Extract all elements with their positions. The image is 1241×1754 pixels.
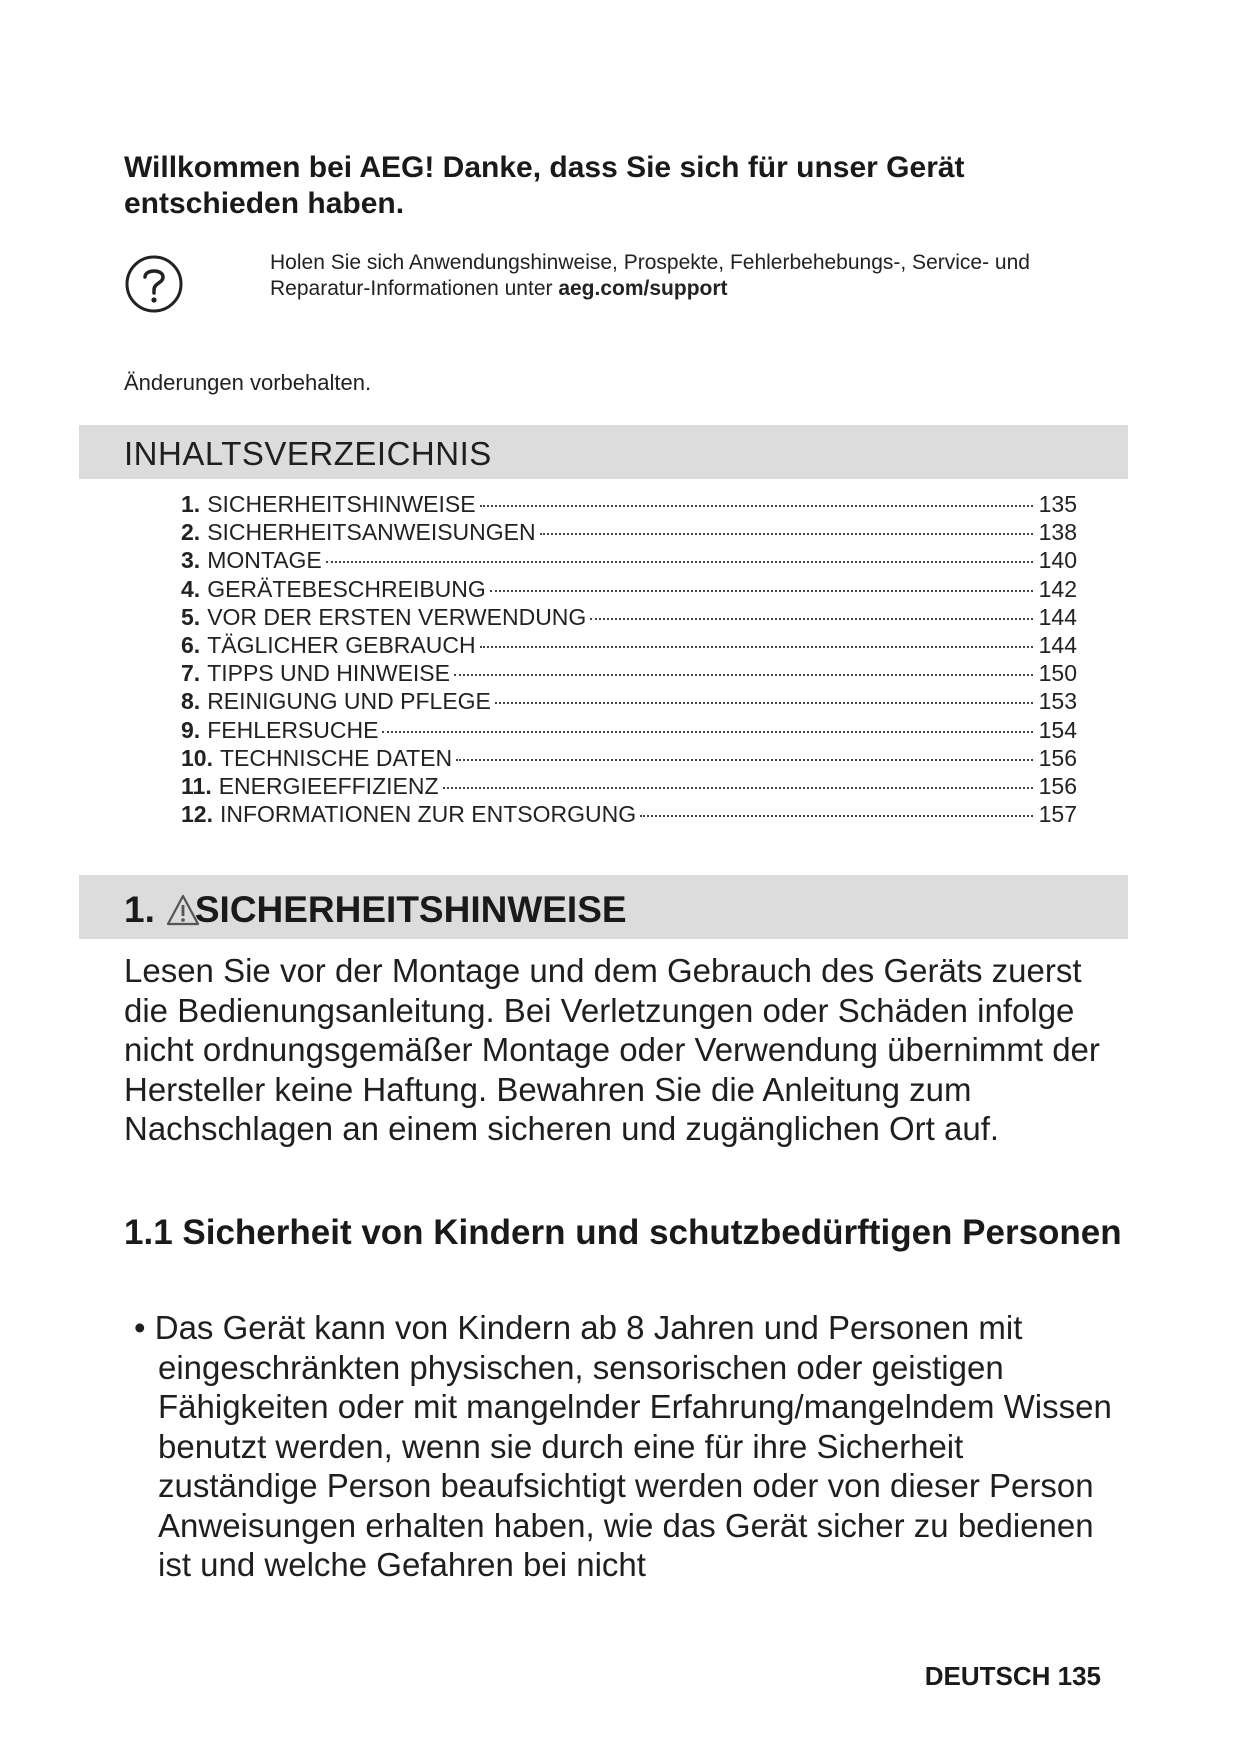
toc-item-page: 153 — [1038, 688, 1077, 715]
toc-item-number: 3. — [181, 547, 201, 574]
toc-item-number: 10. — [181, 744, 213, 771]
toc-item[interactable] — [181, 660, 1077, 688]
toc-item-page: 154 — [1038, 716, 1077, 743]
bullet-item — [124, 1308, 1124, 1585]
toc-leader-dots — [443, 787, 1033, 789]
bullet-marker: • — [134, 1309, 146, 1346]
toc-item-label: TECHNISCHE DATEN — [219, 744, 453, 771]
toc-item-label: MONTAGE — [207, 547, 322, 574]
toc-item-page: 135 — [1038, 491, 1077, 517]
toc-item-page: 150 — [1038, 660, 1077, 687]
toc-item-label: TÄGLICHER GEBRAUCH — [207, 631, 476, 658]
toc-item[interactable] — [181, 547, 1077, 575]
toc-item-page: 156 — [1038, 744, 1077, 771]
changes-note: Änderungen vorbehalten. — [124, 370, 372, 395]
welcome-heading: Willkommen bei AEG! Danke, dass Sie sich für unser Gerät entschieden haben. — [124, 151, 965, 220]
toc-item[interactable] — [181, 688, 1077, 716]
toc-item-label: INFORMATIONEN ZUR ENTSORGUNG — [219, 801, 637, 828]
toc-item[interactable] — [181, 773, 1077, 801]
toc-item[interactable] — [181, 717, 1077, 745]
toc-item-number: 12. — [181, 801, 213, 828]
toc-item-page: 140 — [1038, 547, 1077, 574]
toc-item-label: ENERGIEEFFIZIENZ — [218, 772, 439, 799]
toc-item-page: 142 — [1038, 575, 1077, 602]
toc-list — [181, 491, 1077, 829]
toc-leader-dots — [456, 759, 1033, 761]
toc-header-bar — [79, 425, 1128, 479]
toc-leader-dots — [480, 646, 1033, 648]
toc-item-label: TIPPS UND HINWEISE — [207, 660, 450, 687]
toc-item-page: 138 — [1038, 519, 1077, 546]
toc-item-number: 1. — [181, 491, 201, 517]
toc-leader-dots — [490, 590, 1033, 592]
toc-item-label: SICHERHEITSHINWEISE — [207, 491, 476, 517]
toc-item[interactable] — [181, 491, 1077, 519]
toc-leader-dots — [382, 731, 1033, 733]
toc-item-number: 11. — [181, 772, 212, 799]
toc-item-label: FEHLERSUCHE — [207, 716, 379, 743]
toc-item-number: 7. — [181, 660, 201, 687]
support-text — [270, 250, 1120, 302]
toc-item[interactable] — [181, 519, 1077, 547]
toc-item[interactable] — [181, 745, 1077, 773]
question-circle-icon — [124, 254, 184, 314]
toc-item-label: SICHERHEITSANWEISUNGEN — [207, 519, 536, 546]
footer-language: DEUTSCH — [924, 1661, 1051, 1691]
toc-item[interactable] — [181, 604, 1077, 632]
toc-leader-dots — [540, 533, 1033, 535]
toc-item-number: 2. — [181, 519, 201, 546]
toc-item[interactable] — [181, 801, 1077, 829]
toc-item-label: VOR DER ERSTEN VERWENDUNG — [207, 603, 587, 630]
support-link[interactable]: aeg.com/support — [558, 277, 728, 300]
toc-leader-dots — [495, 702, 1033, 704]
section-number: 1. — [124, 889, 155, 930]
toc-item-page: 144 — [1038, 603, 1077, 630]
toc-item[interactable] — [181, 632, 1077, 660]
toc-item-number: 6. — [181, 631, 201, 658]
page-footer — [925, 1661, 1101, 1692]
toc-leader-dots — [480, 505, 1033, 507]
toc-item-page: 144 — [1038, 631, 1077, 658]
toc-item-page: 157 — [1038, 801, 1077, 828]
bullet-text: Das Gerät kann von Kindern ab 8 Jahren und Personen mit eingeschränkten physischen, sensorischen oder geistigen Fähigkeiten oder mit mangelnder Erfahrung/mangelndem Wissen benutzt werden, wenn sie durch eine für ihre Sicherheit zuständige Person beaufsichtigt werden oder von dieser Person Anweisungen erhalten haben, wie das Gerät sicher zu bedienen ist und welche Gefahren bei nicht — [154, 1309, 1112, 1583]
toc-leader-dots — [590, 618, 1033, 620]
section-header-bar — [79, 875, 1128, 939]
toc-leader-dots — [454, 674, 1033, 676]
toc-item-number: 4. — [181, 575, 201, 602]
toc-item-page: 156 — [1038, 772, 1077, 799]
toc-item-label: GERÄTEBESCHREIBUNG — [207, 575, 486, 602]
toc-title: INHALTSVERZEICHNIS — [124, 435, 492, 472]
toc-leader-dots — [326, 561, 1033, 563]
toc-item-number: 8. — [181, 688, 201, 715]
footer-page-number: 135 — [1057, 1661, 1101, 1691]
toc-leader-dots — [640, 815, 1033, 817]
support-description: Holen Sie sich Anwendungshinweise, Prospekte, Fehlerbehebungs-, Service- und Reparatur-Informationen unter — [270, 251, 1030, 300]
intro-paragraph: Lesen Sie vor der Montage und dem Gebrauch des Geräts zuerst die Bedienungsanleitung. Bei Verletzungen oder Schäden infolge nicht ordnungsgemäßer Montage oder Verwendung übernimmt der Hersteller keine Haftung. Bewahren Sie die Anleitung zum Nachschlagen an einem sicheren und zugänglichen Ort auf. — [124, 952, 1100, 1147]
toc-item-number: 5. — [181, 603, 201, 630]
toc-item-label: REINIGUNG UND PFLEGE — [207, 688, 491, 715]
toc-item-number: 9. — [181, 716, 201, 743]
subsection-heading: 1.1 Sicherheit von Kindern und schutzbedürftigen Personen — [124, 1213, 1122, 1252]
toc-item[interactable] — [181, 576, 1077, 604]
section-title-text: SICHERHEITSHINWEISE — [194, 889, 627, 930]
section-title — [124, 889, 627, 931]
